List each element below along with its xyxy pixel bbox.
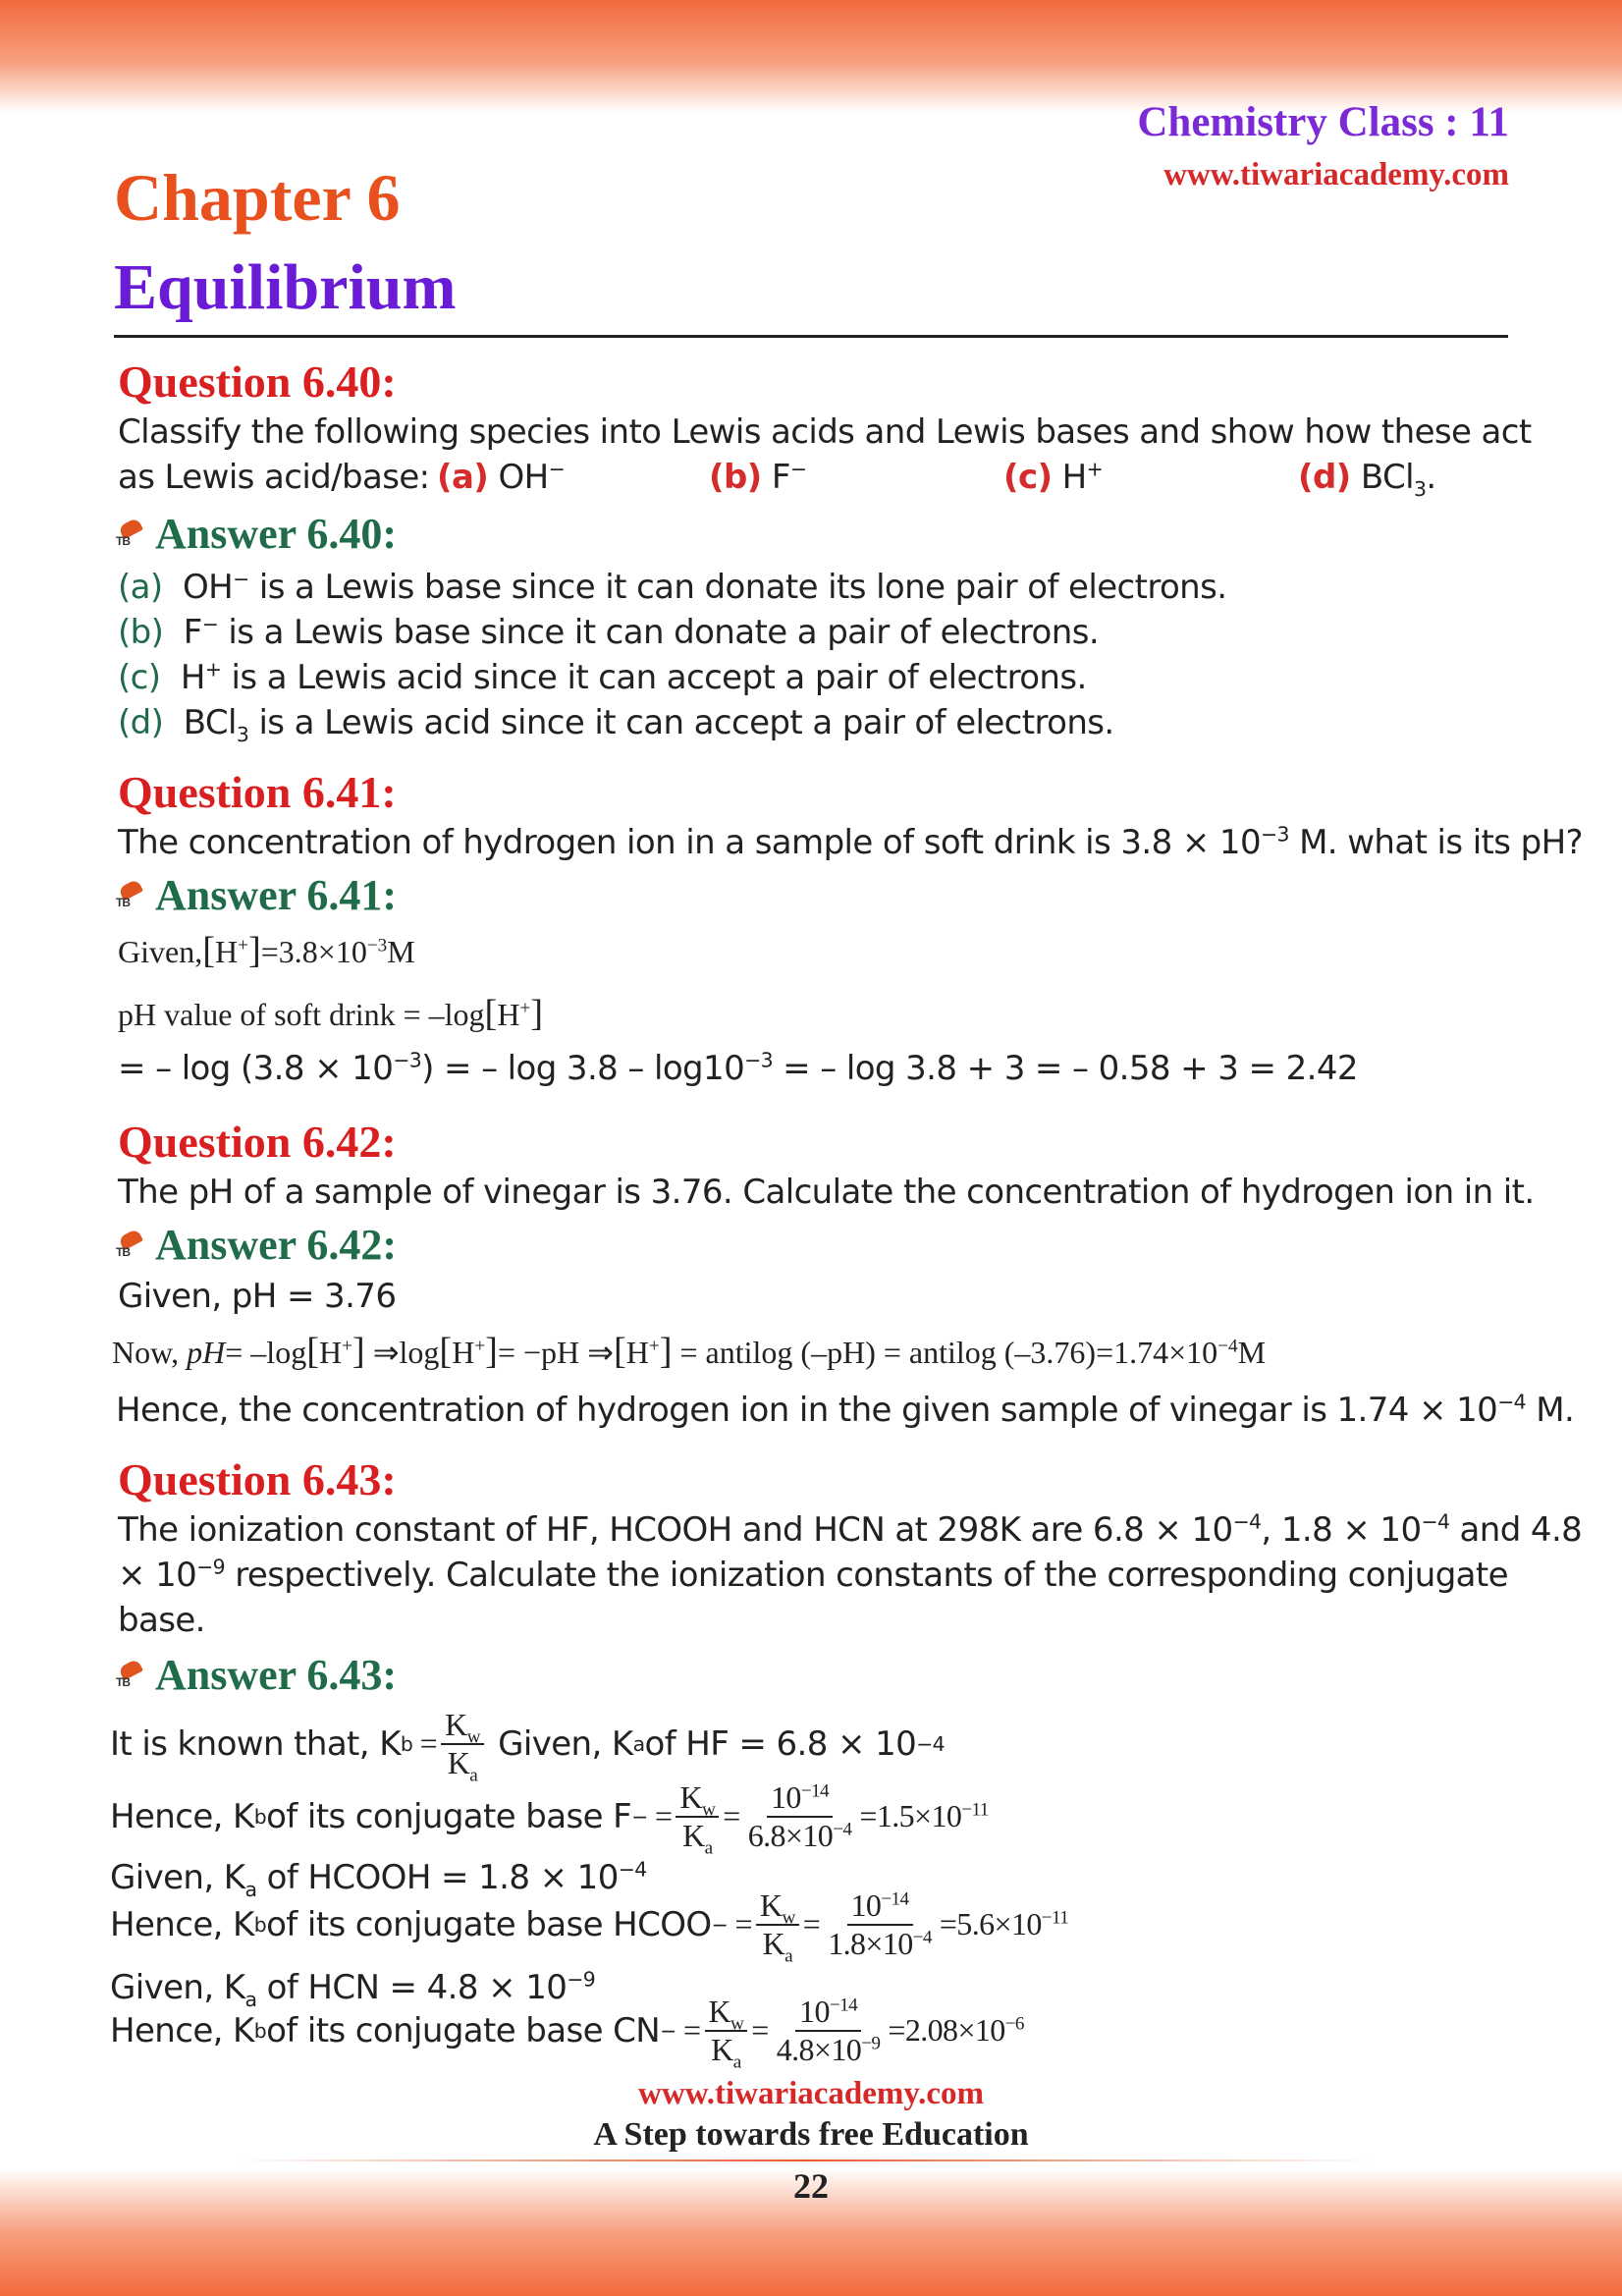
answer-6-41-given: $Given,[H^+]=3.8\times 10^{-3}M$ bbox=[118, 930, 415, 971]
chapter-number: Chapter 6 bbox=[114, 160, 401, 235]
page-number: 22 bbox=[793, 2166, 829, 2206]
question-6-43-text-line1: The ionization constant of HF, HCOOH and HCN at 298K are $6.8 \times 10^{-4}$, $1.8 \times 10^{-4}$ and 4.8 bbox=[118, 1509, 1583, 1550]
answer-6-40-item-b: (b) F− is a Lewis base since it can donate a pair of electrons. bbox=[118, 612, 1100, 652]
header-divider bbox=[114, 335, 1508, 338]
option-c: (c) H+ bbox=[1003, 457, 1104, 497]
footer-divider bbox=[236, 2159, 1375, 2161]
question-6-41-heading: Question 6.41: bbox=[118, 767, 397, 817]
question-6-43-heading: Question 6.43: bbox=[118, 1454, 397, 1504]
footer-tagline: A Step towards free Education bbox=[593, 2116, 1029, 2153]
pencil-book-icon bbox=[116, 1230, 147, 1260]
top-gradient-band bbox=[0, 0, 1622, 113]
option-b: (b) F− bbox=[709, 457, 807, 497]
answer-6-41-calculation: = – $\log (3.8 \times 10^{-3})$ = – $\log 3.8 - \log 10^{-3}$ = – log 3.8 + 3 = – 0.58 + 3 = 2.42 bbox=[118, 1048, 1358, 1088]
answer-6-41-heading: TB Answer 6.41: bbox=[116, 870, 397, 920]
option-a: (a) OH− bbox=[437, 457, 566, 497]
question-6-40-text-line1: Classify the following species into Lewis acids and Lewis bases and show how these act bbox=[118, 412, 1532, 452]
answer-6-42-heading: TB Answer 6.42: bbox=[116, 1220, 397, 1270]
question-6-40-heading: Question 6.40: bbox=[118, 356, 397, 407]
answer-6-40-item-d: (d) BCl$_3$ is a Lewis acid since it can accept a pair of electrons. bbox=[118, 703, 1114, 746]
question-6-42-heading: Question 6.42: bbox=[118, 1117, 397, 1167]
pencil-book-icon bbox=[116, 1661, 147, 1690]
answer-6-42-conclusion: Hence, the concentration of hydrogen ion in the given sample of vinegar is $1.74 \times 10^{-4}$ M. bbox=[116, 1390, 1575, 1430]
answer-6-41-ph-formula: pH value of soft drink = –log[H+] bbox=[118, 993, 544, 1034]
answer-6-42-derivation: Now, pH= –log[H+] ⇒log[H+]= −pH ⇒[H+] = antilog (–pH) = antilog $(-3.76)=1.74\times 10^{-4}M$ bbox=[112, 1331, 1267, 1372]
answer-6-43-kb-formate: Hence, K b of its conjugate base HCOO − = $\frac{K_w}{K_a}$ = $\frac{10^{-14}}{1.8\times 10^{-4}}$ $=5.6\times 10^{-11}$ bbox=[110, 1887, 1069, 1967]
pencil-book-icon bbox=[116, 881, 147, 910]
question-6-41-text: The concentration of hydrogen ion in a sample of soft drink is $3.8 \times 10^{-3}$ M. what is its pH? bbox=[118, 822, 1584, 862]
answer-6-43-heading: TB Answer 6.43: bbox=[116, 1650, 397, 1700]
answer-6-40-item-c: (c) H+ is a Lewis acid since it can accept a pair of electrons. bbox=[118, 657, 1087, 697]
answer-6-43-kb-fluoride: Hence, K b of its conjugate base F − = $\frac{K_w}{K_a}$ = $\frac{10^{-14}}{6.8\times 10^{-4}}$ $=1.5\times 10^{-11}$ bbox=[110, 1779, 989, 1859]
question-6-43-text-line3: base. bbox=[118, 1601, 205, 1640]
question-6-43-text-line2: × $10^{-9}$ respectively. Calculate the ionization constants of the corresponding conjugate bbox=[118, 1555, 1508, 1595]
answer-6-43-kb-cyanide: Hence, K b of its conjugate base CN − = $\frac{K_w}{K_a}$ = $\frac{10^{-14}}{4.8\times 10^{-9}}$ $=2.08\times 10^{-6}$ bbox=[110, 1994, 1024, 2073]
question-6-42-text: The pH of a sample of vinegar is 3.76. Calculate the concentration of hydrogen ion in it. bbox=[118, 1173, 1535, 1212]
answer-6-40-heading: TB Answer 6.40: bbox=[116, 509, 397, 559]
class-title: Chemistry Class : 11 bbox=[1137, 99, 1509, 145]
question-6-40-text-line2: as Lewis acid/base: bbox=[118, 458, 430, 497]
answer-6-40-item-a: (a) OH− is a Lewis base since it can donate its lone pair of electrons. bbox=[118, 567, 1227, 607]
option-d: (d) BCl$_3$. bbox=[1298, 458, 1436, 501]
answer-6-42-given: Given, pH = 3.76 bbox=[118, 1277, 397, 1316]
chapter-title: Equilibrium bbox=[114, 251, 457, 323]
footer-site-link[interactable]: www.tiwariacademy.com bbox=[638, 2076, 984, 2111]
pencil-book-icon bbox=[116, 519, 147, 549]
answer-6-43-given-hcooh: Given, $K_a$ of HCOOH = $1.8 \times 10^{-4}$ bbox=[110, 1857, 647, 1901]
header-site-link[interactable]: www.tiwariacademy.com bbox=[1163, 157, 1509, 192]
answer-6-43-known: It is known that, K b = $\frac{K_w}{K_a}$ Given, K a of HF = 6.8 × 10 −4 bbox=[110, 1707, 946, 1786]
answer-6-43-given-hcn: Given, $K_a$ of HCN = $4.8 \times 10^{-9}$ bbox=[110, 1967, 596, 2011]
